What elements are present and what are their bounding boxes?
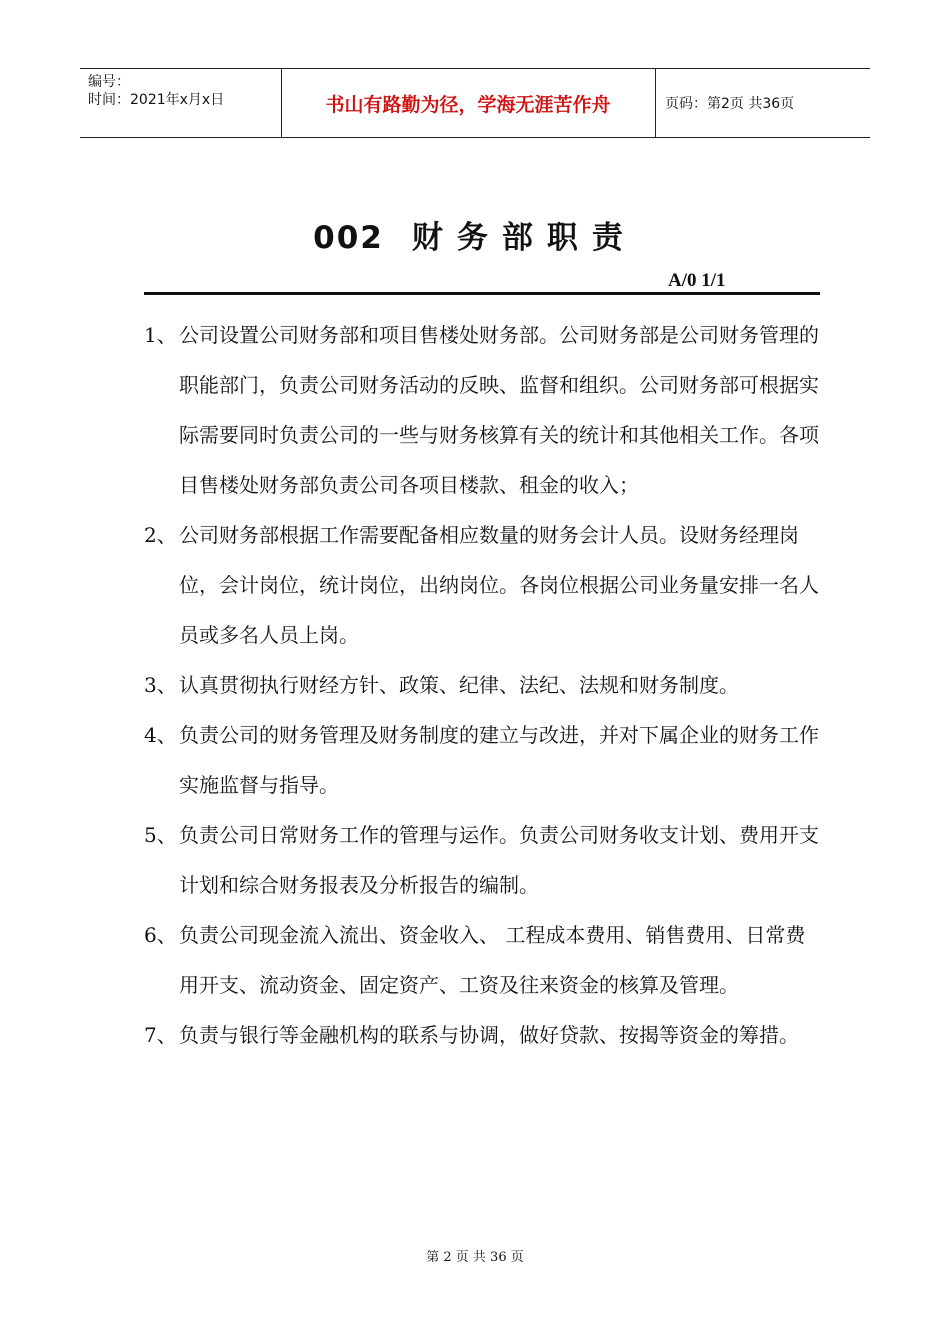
list-item [144, 1010, 824, 1060]
number-label: 编号： [88, 74, 130, 90]
header-motto: 书山有路勤为径，学海无涯苦作舟 [325, 93, 611, 116]
list-item [144, 810, 824, 910]
list-item [144, 660, 824, 710]
item-text: 公司财务部根据工作需要配备相应数量的财务会计人员。设财务经理岗位，会计岗位，统计岗位，出纳岗位。各岗位根据公司业务量安排一名人员或多名人员上岗。 [179, 523, 819, 647]
item-number: 4、 [144, 723, 177, 747]
item-text: 负责公司的财务管理及财务制度的建立与改进，并对下属企业的财务工作实施监督与指导。 [179, 723, 819, 797]
item-text: 认真贯彻执行财经方针、政策、纪律、法纪、法规和财务制度。 [179, 673, 739, 697]
header-meta [88, 73, 280, 109]
item-text: 负责公司现金流入流出、资金收入、 工程成本费用、销售费用、日常费用开支、流动资金、固定资产、工资及往来资金的核算及管理。 [179, 923, 806, 997]
document-header [80, 68, 870, 138]
item-number: 3、 [144, 673, 177, 697]
title-rule [144, 292, 820, 295]
list-item [144, 910, 824, 1010]
item-number: 1、 [144, 323, 177, 347]
item-number: 2、 [144, 523, 177, 547]
page-title [0, 212, 950, 257]
item-text: 公司设置公司财务部和项目售楼处财务部。公司财务部是公司财务管理的职能部门，负责公司财务活动的反映、监督和组织。公司财务部可根据实际需要同时负责公司的一些与财务核算有关的统计和其他相关工作。各项目售楼处财务部负责公司各项目楼款、租金的收入； [179, 323, 819, 497]
list-item [144, 510, 824, 660]
item-text: 负责与银行等金融机构的联系与协调，做好贷款、按揭等资金的筹措。 [179, 1023, 799, 1047]
header-divider [655, 69, 656, 137]
item-number: 7、 [144, 1023, 177, 1047]
item-number: 6、 [144, 923, 177, 947]
header-page-info: 页码：第2页 共36页 [665, 96, 795, 112]
page-footer: 第 2 页 共 36 页 [426, 1250, 524, 1265]
list-item [144, 310, 824, 510]
title-number: 002 [313, 220, 384, 256]
list-item [144, 710, 824, 810]
date-label: 时间：2021年x月x日 [88, 92, 225, 108]
revision-label: A/0 1/1 [668, 270, 726, 291]
item-number: 5、 [144, 823, 177, 847]
title-text: 财务部职责 [411, 220, 637, 256]
item-text: 负责公司日常财务工作的管理与运作。负责公司财务收支计划、费用开支计划和综合财务报表及分析报告的编制。 [179, 823, 819, 897]
duty-list [144, 310, 824, 1060]
